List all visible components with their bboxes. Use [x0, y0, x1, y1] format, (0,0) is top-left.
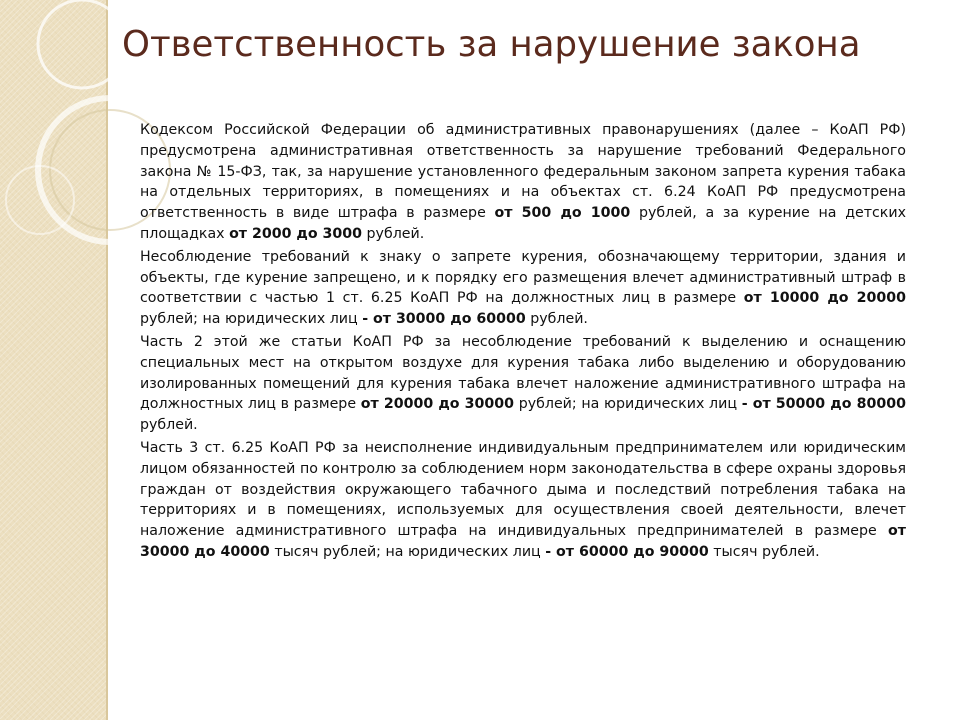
fine-amount: от 20000 до 30000	[360, 396, 515, 413]
paragraph-1	[140, 120, 906, 245]
paragraph-4	[140, 438, 906, 563]
fine-amount: - от 50000 до 80000	[741, 396, 906, 413]
text-run: рублей, а за курение на детских площадках	[140, 205, 906, 242]
paragraph-2	[140, 247, 906, 330]
text-run: Часть 3 ст. 6.25 КоАП РФ за неисполнение индивидуальным предпринимателем или юридическим лицом обязанностей по контролю за соблюдением норм законодательства в сфере охраны здоровья граждан от воздействия окружающего табачного дыма и последствий потребления табака на территориях и в помещениях, используемых для осуществления своей деятельности, влечет наложение административного штрафа на индивидуальных предпринимателей в размере	[140, 439, 906, 540]
paragraph-3	[140, 332, 906, 436]
text-run: Кодексом Российской Федерации об административных правонарушениях (далее – КоАП РФ) предусмотрена административная ответственность за нарушение требований Федерального закона № 15-ФЗ, так, за нарушение установленного федеральным законом запрета курения табака на отдельных территориях, в помещениях и на объектах ст. 6.24 КоАП РФ предусмотрена ответственность в виде штрафа в размере	[140, 122, 906, 222]
fine-amount: от 30000 до 40000	[140, 523, 906, 560]
body-text	[140, 120, 906, 565]
text-run: Часть 2 этой же статьи КоАП РФ за несоблюдение требований к выделению и оснащению специальных мест на открытом воздухе для курения табака либо выделению и оборудованию изолированных помещений для курения табака влечет наложение административного штрафа на должностных лиц в размере	[140, 333, 906, 413]
text-run: рублей.	[140, 417, 198, 434]
fine-amount: от 10000 до 20000	[743, 290, 906, 307]
text-run: рублей.	[362, 225, 425, 242]
fine-amount: - от 60000 до 90000	[545, 543, 709, 560]
text-run: рублей; на юридических лиц	[140, 311, 363, 328]
fine-amount: от 500 до 1000	[494, 205, 631, 222]
text-run: рублей.	[525, 311, 588, 328]
text-run: тысяч рублей.	[708, 543, 820, 560]
fine-amount: от 2000 до 3000	[229, 225, 363, 242]
text-run: Несоблюдение требований к знаку о запрете курения, обозначающему территории, здания и объекты, где курение запрещено, и к порядку его размещения влечет административный штраф в соответствии с частью 1 ст. 6.25 КоАП РФ на должностных лиц в размере	[140, 248, 906, 307]
fine-amount: - от 30000 до 60000	[362, 311, 526, 328]
text-run: тысяч рублей; на юридических лиц	[269, 543, 546, 560]
ring-top	[38, 0, 126, 88]
slide-title: Ответственность за нарушение закона	[122, 24, 861, 65]
text-run: рублей; на юридических лиц	[514, 396, 742, 413]
